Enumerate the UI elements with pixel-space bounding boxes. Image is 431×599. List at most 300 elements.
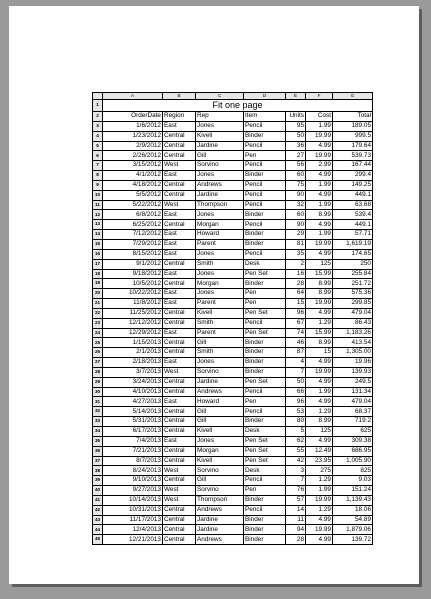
item-cell: Binder	[244, 367, 286, 377]
table-row	[93, 151, 373, 161]
units-cell: 87	[286, 348, 306, 358]
item-cell: Pen	[244, 299, 286, 309]
rep-cell: Sorvino	[196, 161, 244, 171]
units-cell: 55	[286, 446, 306, 456]
order-date-cell: 6/25/2012	[103, 220, 163, 230]
rep-cell: Thompson	[196, 200, 244, 210]
table-row	[93, 318, 373, 328]
cost-cell: 4.99	[306, 377, 333, 387]
cost-cell: 4.99	[306, 397, 333, 407]
order-date-cell: 4/1/2012	[103, 171, 163, 181]
units-cell: 56	[286, 161, 306, 171]
column-letter: C	[196, 93, 244, 100]
cost-cell: 1.29	[306, 476, 333, 486]
region-cell: Central	[163, 220, 196, 230]
item-cell: Pen	[244, 397, 286, 407]
units-cell: 81	[286, 239, 306, 249]
row-number: 18	[93, 269, 103, 279]
row-number: 38	[93, 466, 103, 476]
units-cell: 28	[286, 535, 306, 545]
table-row	[93, 161, 373, 171]
total-cell: 479.04	[333, 308, 373, 318]
cost-cell: 4.99	[306, 535, 333, 545]
region-cell: Central	[163, 259, 196, 269]
rep-cell: Morgan	[196, 220, 244, 230]
item-cell: Binder	[244, 358, 286, 368]
row-number: 28	[93, 367, 103, 377]
order-date-cell: 10/31/2013	[103, 505, 163, 515]
region-cell: East	[163, 171, 196, 181]
units-cell: 5	[286, 427, 306, 437]
rep-cell: Sorvino	[196, 367, 244, 377]
row-number: 2	[93, 112, 103, 122]
print-preview-page	[9, 6, 419, 584]
rep-cell: Jardine	[196, 515, 244, 525]
rep-cell: Andrews	[196, 505, 244, 515]
order-date-cell: 9/10/2013	[103, 476, 163, 486]
table-row	[93, 269, 373, 279]
item-cell: Binder	[244, 131, 286, 141]
column-letter: D	[244, 93, 286, 100]
rep-cell: Jardine	[196, 141, 244, 151]
row-number: 26	[93, 348, 103, 358]
table-row	[93, 308, 373, 318]
rep-cell: Jardine	[196, 525, 244, 535]
rep-cell: Thompson	[196, 495, 244, 505]
table-row	[93, 289, 373, 299]
table-row	[93, 446, 373, 456]
order-date-cell: 4/27/2013	[103, 397, 163, 407]
row-number: 3	[93, 121, 103, 131]
row-number: 31	[93, 397, 103, 407]
table-row	[93, 200, 373, 210]
units-cell: 94	[286, 525, 306, 535]
row-number: 45	[93, 535, 103, 545]
region-cell: West	[163, 495, 196, 505]
row-number: 15	[93, 239, 103, 249]
cost-cell: 19.99	[306, 239, 333, 249]
cost-cell: 4.99	[306, 515, 333, 525]
total-cell: 151.24	[333, 486, 373, 496]
units-cell: 42	[286, 456, 306, 466]
row-number: 42	[93, 505, 103, 515]
item-cell: Binder	[244, 230, 286, 240]
region-cell: East	[163, 358, 196, 368]
table-row	[93, 259, 373, 269]
region-cell: East	[163, 397, 196, 407]
header-cell: OrderDate	[103, 112, 163, 122]
total-cell: 189.05	[333, 121, 373, 131]
order-date-cell: 10/14/2013	[103, 495, 163, 505]
cost-cell: 4.99	[306, 190, 333, 200]
header-cell: Item	[244, 112, 286, 122]
rep-cell: Smith	[196, 259, 244, 269]
order-date-cell: 8/15/2012	[103, 249, 163, 259]
column-letter: F	[306, 93, 333, 100]
units-cell: 75	[286, 180, 306, 190]
table-row	[93, 515, 373, 525]
units-cell: 67	[286, 318, 306, 328]
total-cell: 18.06	[333, 505, 373, 515]
total-cell: 1,183.26	[333, 328, 373, 338]
region-cell: Central	[163, 308, 196, 318]
region-cell: West	[163, 466, 196, 476]
rep-cell: Smith	[196, 348, 244, 358]
item-cell: Pencil	[244, 505, 286, 515]
rep-cell: Jones	[196, 289, 244, 299]
rep-cell: Jones	[196, 436, 244, 446]
item-cell: Pencil	[244, 121, 286, 131]
cost-cell: 1.99	[306, 230, 333, 240]
total-cell: 149.25	[333, 180, 373, 190]
total-cell: 54.89	[333, 515, 373, 525]
table-row	[93, 367, 373, 377]
item-cell: Desk	[244, 427, 286, 437]
row-number: 10	[93, 190, 103, 200]
rep-cell: Parent	[196, 328, 244, 338]
item-cell: Pen Set	[244, 269, 286, 279]
item-cell: Binder	[244, 210, 286, 220]
table-row	[93, 131, 373, 141]
table-row	[93, 525, 373, 535]
item-cell: Binder	[244, 535, 286, 545]
region-cell: Central	[163, 141, 196, 151]
table-row	[93, 220, 373, 230]
total-cell: 179.64	[333, 141, 373, 151]
order-date-cell: 10/5/2012	[103, 279, 163, 289]
region-cell: East	[163, 436, 196, 446]
order-date-cell: 1/6/2012	[103, 121, 163, 131]
item-cell: Pencil	[244, 190, 286, 200]
total-cell: 1,879.06	[333, 525, 373, 535]
header-cell: Region	[163, 112, 196, 122]
table-row	[93, 486, 373, 496]
cost-cell: 15.99	[306, 269, 333, 279]
row-number: 23	[93, 318, 103, 328]
cost-cell: 1.99	[306, 180, 333, 190]
column-letter: A	[103, 93, 163, 100]
total-cell: 825	[333, 466, 373, 476]
units-cell: 50	[286, 131, 306, 141]
table-row	[93, 230, 373, 240]
row-number: 39	[93, 476, 103, 486]
units-cell: 50	[286, 377, 306, 387]
item-cell: Pencil	[244, 141, 286, 151]
total-cell: 255.84	[333, 269, 373, 279]
units-cell: 7	[286, 476, 306, 486]
order-date-cell: 8/7/2013	[103, 456, 163, 466]
item-cell: Binder	[244, 348, 286, 358]
order-date-cell: 11/17/2013	[103, 515, 163, 525]
cost-cell: 1.99	[306, 200, 333, 210]
rep-cell: Kivell	[196, 427, 244, 437]
table-row	[93, 299, 373, 309]
cost-cell: 15.99	[306, 328, 333, 338]
table-row	[93, 456, 373, 466]
rep-cell: Smith	[196, 318, 244, 328]
units-cell: 36	[286, 141, 306, 151]
rep-cell: Sorvino	[196, 466, 244, 476]
row-number: 11	[93, 200, 103, 210]
cost-cell: 4.99	[306, 171, 333, 181]
item-cell: Binder	[244, 417, 286, 427]
total-cell: 625	[333, 427, 373, 437]
region-cell: East	[163, 210, 196, 220]
spreadsheet-table	[92, 92, 373, 545]
total-cell: 575.36	[333, 289, 373, 299]
item-cell: Pen Set	[244, 308, 286, 318]
item-cell: Pencil	[244, 387, 286, 397]
region-cell: Central	[163, 338, 196, 348]
cost-cell: 275	[306, 466, 333, 476]
region-cell: Central	[163, 515, 196, 525]
rep-cell: Sorvino	[196, 486, 244, 496]
region-cell: East	[163, 121, 196, 131]
rep-cell: Andrews	[196, 387, 244, 397]
total-cell: 449.1	[333, 190, 373, 200]
item-cell: Pencil	[244, 318, 286, 328]
table-row	[93, 387, 373, 397]
region-cell: Central	[163, 190, 196, 200]
region-cell: Central	[163, 151, 196, 161]
rep-cell: Andrews	[196, 535, 244, 545]
region-cell: Central	[163, 535, 196, 545]
total-cell: 539.4	[333, 210, 373, 220]
rep-cell: Jones	[196, 269, 244, 279]
region-cell: West	[163, 367, 196, 377]
table-row	[93, 535, 373, 545]
order-date-cell: 5/31/2013	[103, 417, 163, 427]
cost-cell: 4.99	[306, 141, 333, 151]
table-row	[93, 436, 373, 446]
rep-cell: Morgan	[196, 279, 244, 289]
cost-cell: 4.99	[306, 436, 333, 446]
item-cell: Binder	[244, 279, 286, 289]
units-cell: 76	[286, 486, 306, 496]
units-cell: 15	[286, 299, 306, 309]
order-date-cell: 8/24/2013	[103, 466, 163, 476]
item-cell: Pen	[244, 289, 286, 299]
table-row	[93, 476, 373, 486]
rep-cell: Kivell	[196, 308, 244, 318]
region-cell: Central	[163, 318, 196, 328]
total-cell: 479.04	[333, 397, 373, 407]
order-date-cell: 5/14/2013	[103, 407, 163, 417]
item-cell: Pen Set	[244, 436, 286, 446]
units-cell: 3	[286, 466, 306, 476]
table-row	[93, 190, 373, 200]
total-cell: 299.4	[333, 171, 373, 181]
units-cell: 4	[286, 358, 306, 368]
row-number: 44	[93, 525, 103, 535]
rep-cell: Gill	[196, 151, 244, 161]
total-cell: 1,005.90	[333, 456, 373, 466]
rep-cell: Jones	[196, 358, 244, 368]
units-cell: 90	[286, 220, 306, 230]
units-cell: 28	[286, 279, 306, 289]
total-cell: 299.85	[333, 299, 373, 309]
units-cell: 46	[286, 338, 306, 348]
rep-cell: Morgan	[196, 446, 244, 456]
units-cell: 66	[286, 387, 306, 397]
column-letter: B	[163, 93, 196, 100]
region-cell: West	[163, 486, 196, 496]
cost-cell: 23.95	[306, 456, 333, 466]
rep-cell: Jones	[196, 210, 244, 220]
cost-cell: 4.99	[306, 249, 333, 259]
units-cell: 60	[286, 171, 306, 181]
region-cell: East	[163, 230, 196, 240]
units-cell: 11	[286, 515, 306, 525]
units-cell: 7	[286, 367, 306, 377]
item-cell: Pencil	[244, 200, 286, 210]
cost-cell: 8.99	[306, 338, 333, 348]
total-cell: 1,139.43	[333, 495, 373, 505]
rep-cell: Parent	[196, 239, 244, 249]
total-cell: 139.72	[333, 535, 373, 545]
region-cell: East	[163, 269, 196, 279]
rep-cell: Jardine	[196, 190, 244, 200]
region-cell: Central	[163, 525, 196, 535]
row-number: 6	[93, 151, 103, 161]
region-cell: Central	[163, 348, 196, 358]
table-row	[93, 328, 373, 338]
row-number: 13	[93, 220, 103, 230]
row-number: 17	[93, 259, 103, 269]
total-cell: 167.44	[333, 161, 373, 171]
item-cell: Binder	[244, 515, 286, 525]
table-row	[93, 239, 373, 249]
rep-cell: Kivell	[196, 456, 244, 466]
order-date-cell: 3/15/2012	[103, 161, 163, 171]
row-number: 4	[93, 131, 103, 141]
total-cell: 174.65	[333, 249, 373, 259]
region-cell: Central	[163, 446, 196, 456]
row-number: 16	[93, 249, 103, 259]
row-number: 9	[93, 180, 103, 190]
order-date-cell: 2/1/2013	[103, 348, 163, 358]
region-cell: Central	[163, 476, 196, 486]
cost-cell: 125	[306, 427, 333, 437]
total-cell: 68.37	[333, 407, 373, 417]
item-cell: Desk	[244, 259, 286, 269]
table-row	[93, 427, 373, 437]
order-date-cell: 9/1/2012	[103, 259, 163, 269]
total-cell: 131.34	[333, 387, 373, 397]
units-cell: 16	[286, 269, 306, 279]
region-cell: East	[163, 299, 196, 309]
order-date-cell: 10/22/2012	[103, 289, 163, 299]
order-date-cell: 7/12/2012	[103, 230, 163, 240]
units-cell: 27	[286, 151, 306, 161]
total-cell: 9.03	[333, 476, 373, 486]
region-cell: Central	[163, 377, 196, 387]
order-date-cell: 9/18/2012	[103, 269, 163, 279]
item-cell: Binder	[244, 525, 286, 535]
row-number: 8	[93, 171, 103, 181]
cost-cell: 1.99	[306, 121, 333, 131]
order-date-cell: 12/12/2012	[103, 318, 163, 328]
order-date-cell: 5/5/2012	[103, 190, 163, 200]
item-cell: Pen	[244, 151, 286, 161]
total-cell: 57.71	[333, 230, 373, 240]
units-cell: 64	[286, 289, 306, 299]
total-cell: 309.38	[333, 436, 373, 446]
table-row	[93, 466, 373, 476]
row-number: 21	[93, 299, 103, 309]
region-cell: East	[163, 249, 196, 259]
table-row	[93, 397, 373, 407]
table-row	[93, 358, 373, 368]
cost-cell: 19.99	[306, 495, 333, 505]
table-row	[93, 171, 373, 181]
item-cell: Pencil	[244, 220, 286, 230]
title-row	[93, 100, 373, 112]
header-cell: Rep	[196, 112, 244, 122]
row-number: 14	[93, 230, 103, 240]
units-cell: 60	[286, 210, 306, 220]
total-cell: 19.96	[333, 358, 373, 368]
cost-cell: 1.29	[306, 318, 333, 328]
row-number: 32	[93, 407, 103, 417]
row-number: 5	[93, 141, 103, 151]
table-row	[93, 338, 373, 348]
sheet-title: Fit one page	[103, 100, 373, 112]
rep-cell: Howard	[196, 397, 244, 407]
rep-cell: Jardine	[196, 377, 244, 387]
table-row	[93, 121, 373, 131]
row-number: 25	[93, 338, 103, 348]
item-cell: Pen Set	[244, 446, 286, 456]
cost-cell: 19.99	[306, 151, 333, 161]
region-cell: West	[163, 200, 196, 210]
cost-cell: 8.99	[306, 210, 333, 220]
row-number: 37	[93, 456, 103, 466]
region-cell: East	[163, 239, 196, 249]
item-cell: Binder	[244, 171, 286, 181]
header-cell: Units	[286, 112, 306, 122]
item-cell: Pencil	[244, 249, 286, 259]
order-date-cell: 4/18/2012	[103, 180, 163, 190]
item-cell: Pencil	[244, 476, 286, 486]
region-cell: East	[163, 328, 196, 338]
item-cell: Pen Set	[244, 456, 286, 466]
total-cell: 86.43	[333, 318, 373, 328]
order-date-cell: 3/24/2013	[103, 377, 163, 387]
cost-cell: 15	[306, 348, 333, 358]
corner-cell	[93, 93, 103, 100]
column-letter: E	[286, 93, 306, 100]
item-cell: Binder	[244, 495, 286, 505]
row-number: 41	[93, 495, 103, 505]
cost-cell: 1.99	[306, 387, 333, 397]
cost-cell: 125	[306, 259, 333, 269]
region-cell: Central	[163, 180, 196, 190]
region-cell: West	[163, 161, 196, 171]
order-date-cell: 5/22/2012	[103, 200, 163, 210]
region-cell: Central	[163, 407, 196, 417]
rep-cell: Jones	[196, 249, 244, 259]
cost-cell: 4.99	[306, 358, 333, 368]
units-cell: 90	[286, 190, 306, 200]
total-cell: 250	[333, 259, 373, 269]
rep-cell: Gill	[196, 417, 244, 427]
region-cell: Central	[163, 456, 196, 466]
region-cell: Central	[163, 387, 196, 397]
cost-cell: 1.99	[306, 486, 333, 496]
table-row	[93, 417, 373, 427]
cost-cell: 1.29	[306, 407, 333, 417]
